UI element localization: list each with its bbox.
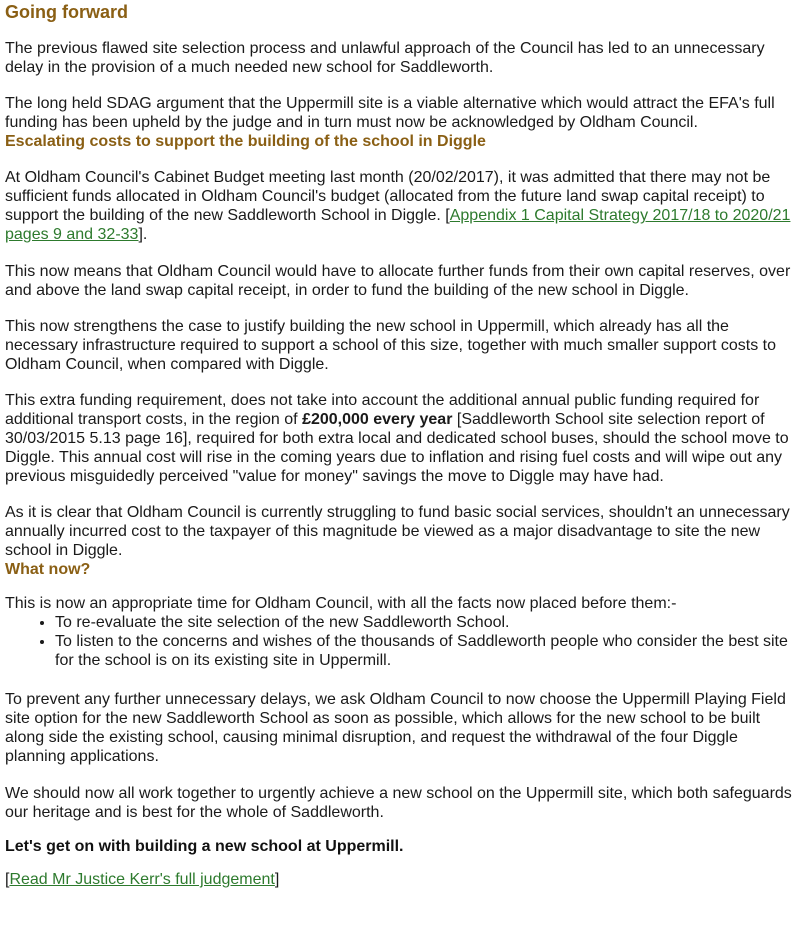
paragraph-transport-costs-start: This extra funding requirement, does not take into account the additional annual public funding required for additional transport costs, in the region of: [5, 392, 760, 428]
paragraph-cabinet-budget: [5, 168, 797, 244]
paragraph-sdag-argument: The long held SDAG argument that the Uppermill site is a viable alternative which would attract the EFA's full funding has been upheld by the judge and in turn must now be acknowledged by Oldham Council.: [5, 95, 775, 131]
paragraph-appropriate-time: This is now an appropriate time for Oldham Council, with all the facts now placed before them:-: [5, 595, 677, 612]
paragraph-capital-reserves: This now means that Oldham Council would have to allocate further funds from their own capital reserves, over and above the land swap capital receipt, in order to fund the building of the new school in Diggle.: [5, 263, 791, 299]
sub-heading-escalating-costs: Escalating costs to support the building of the school in Diggle: [5, 133, 486, 150]
section-heading-going-forward: Going forward: [5, 2, 128, 22]
paragraph-social-services: As it is clear that Oldham Council is currently struggling to fund basic social services, shouldn't an unnecessary annually incurred cost to the taxpayer of this magnitude be viewed as a major disadvantage to site the new school in Diggle.: [5, 504, 790, 559]
closing-statement: Let's get on with building a new school at Uppermill.: [5, 838, 404, 855]
paragraph-transport-costs-rest: [Saddleworth School site selection report of 30/03/2015 5.13 page 16], required for both extra local and dedicated school buses, should the school move to Diggle. This annual cost will rise in the coming years due to inflation and rising fuel costs and will wipe out any previous misguidedly perceived "value for money" savings the move to Diggle may have had.: [5, 411, 789, 485]
paragraph-uppermill-case: This now strengthens the case to justify building the new school in Uppermill, which already has all the necessary infrastructure required to support a school of this size, together with much smaller support costs to Oldham Council, when compared with Diggle.: [5, 318, 777, 373]
paragraph-flawed-process: The previous flawed site selection process and unlawful approach of the Council has led to an unnecessary delay in the provision of a much needed new school for Saddleworth.: [5, 40, 765, 76]
list-item-listen-concerns: • To listen to the concerns and wishes of the thousands of Saddleworth people who consider the best site for the school is on its existing site in Uppermill.: [55, 632, 797, 670]
actions-list: [5, 613, 797, 670]
judgement-bracket-close: ]: [274, 871, 280, 888]
paragraph-transport-costs: [5, 391, 797, 486]
list-item-re-evaluate: • To re-evaluate the site selection of the new Saddleworth School.: [55, 613, 797, 632]
paragraph-cabinet-budget-text: At Oldham Council's Cabinet Budget meeting last month (20/02/2017), it was admitted that there may not be sufficient funds allocated in Oldham Council's budget (allocated from the future land swap capital receipt) to support the building of the new Saddleworth School in Diggle. [: [5, 169, 771, 224]
judgement-link[interactable]: Read Mr Justice Kerr's full judgement: [9, 871, 275, 888]
annual-cost-amount: £200,000 every year: [302, 411, 453, 428]
judgement-link-line: [5, 870, 797, 889]
judgement-bracket-open: [: [5, 871, 10, 888]
paragraph-cabinet-budget-end: ].: [138, 226, 148, 243]
sub-heading-what-now: What now?: [5, 561, 91, 578]
paragraph-work-together: We should now all work together to urgently achieve a new school on the Uppermill site, which both safeguards our heritage and is best for the whole of Saddleworth.: [5, 785, 792, 821]
capital-strategy-link[interactable]: Appendix 1 Capital Strategy 2017/18 to 2020/21 pages 9 and 32-33: [5, 207, 791, 243]
paragraph-prevent-delays: To prevent any further unnecessary delays, we ask Oldham Council to now choose the Uppermill Playing Field site option for the new Saddleworth School as soon as possible, which allows for the new school to be built along side the existing school, causing minimal disruption, and request the withdrawal of the four Diggle planning applications.: [5, 691, 786, 765]
article-body: [5, 0, 797, 889]
